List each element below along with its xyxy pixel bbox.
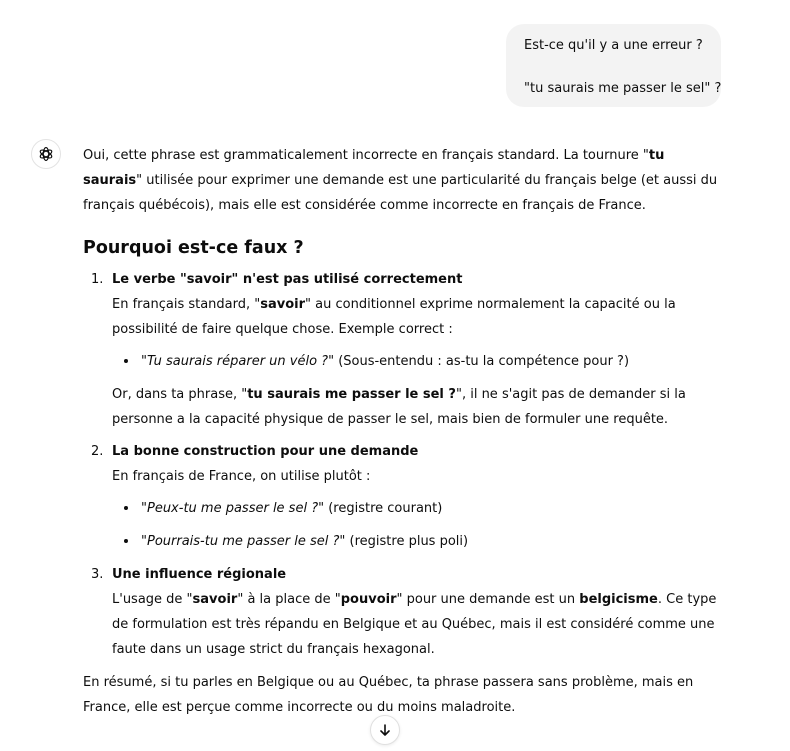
- assistant-message: [83, 143, 728, 720]
- intro-paragraph: Oui, cette phrase est grammaticalement incorrecte en français standard. La tournure "tu saurais" utilisée pour exprimer une demande est une particularité du français belge (et aussi du français québécois), mais elle est considérée comme incorrecte en français de France.: [83, 148, 718, 213]
- examples-list: [112, 349, 728, 374]
- arrow-down-icon: [378, 723, 392, 737]
- list-item: 1. Le verbe "savoir" n'est pas utilisé correctement En français standard, "savoir" au conditionnel exprime normalement la capacité ou la possibilité de faire quelque chose. Exemple correct : "Tu saurais réparer un vélo ?" (Sous-entendu : as-tu la compétence pour ?) Or, dans ta phrase, "tu saurais me passer le sel ?", il ne s'agit pas de demander si la personne a la capacité physique de passer le sel, mais bien de formuler une requête.: [83, 267, 728, 432]
- section-heading: Pourquoi est-ce faux ?: [83, 238, 304, 258]
- list-item: 3. Une influence régionale L'usage de "savoir" à la place de "pouvoir" pour une demande est un belgicisme. Ce type de formulation est très répandu en Belgique et au Québec, mais il est considéré comme une faute dans un usage strict du français hexagonal.: [83, 562, 728, 662]
- examples-list: [112, 496, 728, 554]
- point-body-continued: Or, dans ta phrase, "tu saurais me passer le sel ?", il ne s'agit pas de demander si la personne a la capacité physique de passer le sel, mais bien de formuler une requête.: [112, 387, 686, 427]
- summary-paragraph: En résumé, si tu parles en Belgique ou au Québec, ta phrase passera sans problème, mais en France, elle est perçue comme incorrecte ou du moins maladroite.: [83, 675, 694, 715]
- point-title: La bonne construction pour une demande: [112, 444, 419, 459]
- list-item: 2. La bonne construction pour une demande En français de France, on utilise plutôt : "Peux-tu me passer le sel ?" (registre courant) "Pourrais-tu me passer le sel ?" (registre plus poli): [83, 439, 728, 554]
- point-body: En français de France, on utilise plutôt :: [112, 469, 371, 484]
- point-title: Une influence régionale: [112, 567, 287, 582]
- user-message-line-2: "tu saurais me passer le sel" ?: [524, 81, 722, 96]
- example-item: "Tu saurais réparer un vélo ?" (Sous-entendu : as-tu la compétence pour ?): [112, 349, 728, 374]
- user-message-bubble: [506, 24, 721, 107]
- point-body: En français standard, "savoir" au conditionnel exprime normalement la capacité ou la possibilité de faire quelque chose. Exemple correct :: [112, 297, 676, 337]
- chatgpt-logo-icon: [31, 139, 61, 169]
- user-message-line-1: Est-ce qu'il y a une erreur ?: [524, 38, 703, 53]
- point-title: Le verbe "savoir" n'est pas utilisé correctement: [112, 272, 463, 287]
- points-list: [83, 267, 728, 662]
- scroll-to-bottom-button[interactable]: [370, 715, 400, 745]
- example-item: "Peux-tu me passer le sel ?" (registre courant): [112, 496, 728, 521]
- point-body: L'usage de "savoir" à la place de "pouvoir" pour une demande est un belgicisme. Ce type de formulation est très répandu en Belgique et au Québec, mais il est considéré comme une faute dans un usage strict du français hexagonal.: [112, 592, 717, 657]
- example-item: "Pourrais-tu me passer le sel ?" (registre plus poli): [112, 529, 728, 554]
